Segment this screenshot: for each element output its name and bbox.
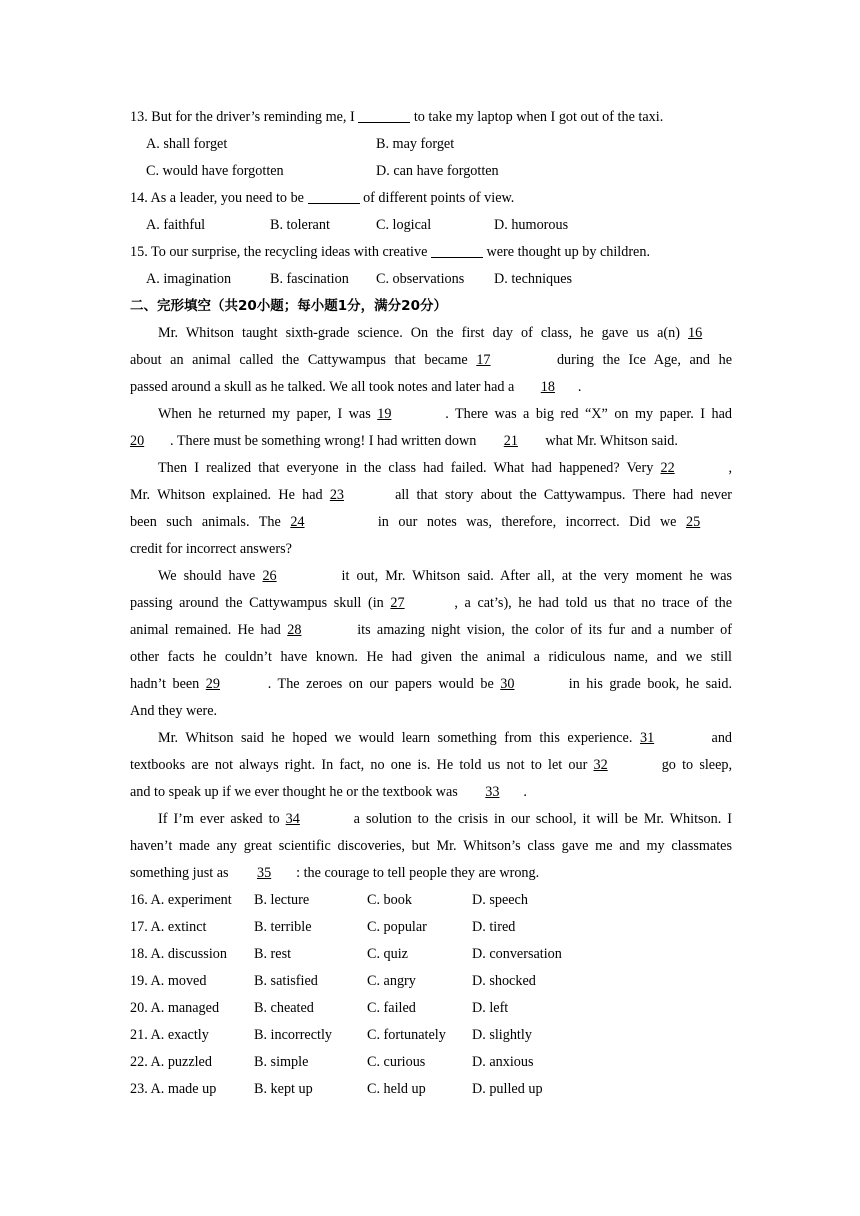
option-a: 21. A. exactly [130,1027,209,1043]
option-d: D. slightly [472,1027,532,1043]
option-a: A. shall forget [146,136,228,152]
passage-line [130,509,732,536]
passage-line [130,725,732,752]
passage-text: other facts he couldn’t have known. He had given the animal a ridiculous name, and we still [130,649,732,665]
passage-line [130,806,732,833]
option-d: D. tired [472,919,516,935]
blank-21: 21 [503,433,518,449]
passage-line [130,320,732,347]
passage-text: . The zeroes on our papers would be [267,676,494,692]
stem-text: 14. As a leader, you need to be [130,190,304,206]
blank-32: 32 [593,757,608,773]
stem-text: to take my laptop when I got out of the taxi. [410,109,664,125]
option-c: C. angry [367,973,416,989]
passage-line [130,482,732,509]
option-b: B. may forget [376,136,455,152]
passage-text: . There must be something wrong! I had written down [170,433,477,449]
option-b: B. rest [254,946,292,962]
passage-text: in our notes was, therefore, incorrect. Did we [377,514,677,530]
question-13-options [130,158,732,185]
option-a: 20. A. managed [130,1000,220,1016]
answer-blank [308,189,360,204]
option-b: B. tolerant [270,217,330,233]
passage-text: go to sleep, [661,757,733,773]
passage-line [130,860,732,887]
passage-text: it out, Mr. Whitson said. After all, at the very moment he was [341,568,733,584]
option-b: B. kept up [254,1081,313,1097]
blank-34: 34 [285,811,300,827]
blank-25: 25 [686,514,701,530]
option-b: B. fascination [270,271,349,287]
option-b: B. cheated [254,1000,314,1016]
options-row [130,995,732,1022]
blank-27: 27 [390,595,405,611]
passage-text: and to speak up if we ever thought he or the textbook was [130,784,458,800]
question-15-stem [130,239,732,266]
option-d: D. shocked [472,973,536,989]
passage-line [130,644,732,671]
passage-line [130,671,732,698]
option-d: D. left [472,1000,509,1016]
question-14-stem [130,185,732,212]
option-d: D. speech [472,892,528,908]
passage-text: credit for incorrect answers? [130,541,292,557]
option-b: B. terrible [254,919,312,935]
stem-text: were thought up by children. [482,244,650,260]
blank-26: 26 [262,568,277,584]
stem-text: 13. But for the driver’s reminding me, I [130,109,355,125]
option-a: A. faithful [146,217,206,233]
option-c: C. held up [367,1081,426,1097]
option-c: C. logical [376,217,432,233]
blank-29: 29 [205,676,220,692]
passage-text: Mr. Whitson explained. He had [130,487,323,503]
passage-line [130,563,732,590]
option-a: 22. A. puzzled [130,1054,212,1070]
passage-text: passed around a skull as he talked. We all took notes and later had a [130,379,515,395]
passage-text: been such animals. The [130,514,281,530]
passage-line [130,536,732,563]
passage-text: Mr. Whitson taught sixth-grade science. On the first day of class, he gave us a(n) [158,325,680,341]
passage-line [130,617,732,644]
passage-line [130,428,732,455]
passage-text: haven’t made any great scientific discoveries, but Mr. Whitson’s class gave me and my classmates [130,838,732,854]
passage-text: And they were. [130,703,218,719]
passage-text: , [728,460,733,476]
passage-text: what Mr. Whitson said. [545,433,678,449]
blank-19: 19 [377,406,392,422]
passage-text: something just as [130,865,229,881]
options-row [130,1076,732,1103]
passage-text: passing around the Cattywampus skull (in [130,595,384,611]
blank-31: 31 [639,730,655,746]
passage-text: . There was a big red “X” on my paper. I had [445,406,732,422]
passage-text: Then I realized that everyone in the class had failed. What had happened? Very [158,460,654,476]
option-a: 23. A. made up [130,1081,217,1097]
option-a: 16. A. experiment [130,892,232,908]
passage-line [130,374,732,401]
passage-text: a solution to the crisis in our school, it will be Mr. Whitson. I [353,811,733,827]
option-c: C. popular [367,919,427,935]
passage-text: . [523,784,527,800]
option-c: C. would have forgotten [146,163,284,179]
passage-text: If I’m ever asked to [158,811,280,827]
option-c: C. failed [367,1000,416,1016]
passage-text: Mr. Whitson said he hoped we would learn something from this experience. [158,730,633,746]
question-13-stem [130,104,732,131]
blank-33: 33 [485,784,500,800]
passage-text: about an animal called the Cattywampus that became [130,352,468,368]
passage-text: When he returned my paper, I was [158,406,371,422]
option-c: C. curious [367,1054,426,1070]
blank-24: 24 [290,514,305,530]
option-c: C. observations [376,271,465,287]
blank-17: 17 [476,352,491,368]
passage-text: hadn’t been [130,676,200,692]
option-a: 18. A. discussion [130,946,227,962]
stem-text: 15. To our surprise, the recycling ideas with creative [130,244,428,260]
passage-text: animal remained. He had [130,622,281,638]
option-a: 17. A. extinct [130,919,207,935]
question-14-options [130,212,732,239]
answer-blank [431,243,483,258]
option-c: C. book [367,892,412,908]
option-d: D. techniques [494,271,573,287]
options-row [130,887,732,914]
passage-text: during the Ice Age, and he [556,352,733,368]
option-d: D. can have forgotten [376,163,499,179]
passage-text: its amazing night vision, the color of its fur and a number of [357,622,733,638]
option-d: D. humorous [494,217,569,233]
blank-23: 23 [329,487,345,503]
options-row [130,1049,732,1076]
passage-line [130,752,732,779]
options-row [130,941,732,968]
option-c: C. fortunately [367,1027,446,1043]
blank-20: 20 [130,433,145,449]
blank-18: 18 [540,379,555,395]
answer-blank [358,108,410,123]
passage-line [130,455,732,482]
passage-text: all that story about the Cattywampus. There had never [395,487,732,503]
section-title: 二、完形填空（共20小题；每小题1分，满分20分） [130,298,447,314]
blank-30: 30 [500,676,515,692]
option-b: B. simple [254,1054,309,1070]
passage-line [130,347,732,374]
option-a: 19. A. moved [130,973,207,989]
blank-22: 22 [660,460,675,476]
option-d: D. conversation [472,946,562,962]
passage-line [130,698,732,725]
passage-text: , a cat’s), he had told us that no trace of the [454,595,732,611]
passage-line [130,833,732,860]
blank-16: 16 [688,325,703,341]
blank-35: 35 [256,865,272,881]
option-b: B. satisfied [254,973,318,989]
options-row [130,1022,732,1049]
question-15-options [130,266,732,293]
passage-line [130,590,732,617]
passage-line [130,401,732,428]
stem-text: of different points of view. [359,190,515,206]
question-13-options [130,131,732,158]
passage-text: and [711,730,733,746]
option-c: C. quiz [367,946,408,962]
passage-text: in his grade book, he said. [568,676,733,692]
option-a: A. imagination [146,271,232,287]
passage-text: textbooks are not always right. In fact, no one is. He told us not to let our [130,757,588,773]
option-b: B. incorrectly [254,1027,333,1043]
option-d: D. anxious [472,1054,534,1070]
options-row [130,914,732,941]
option-b: B. lecture [254,892,310,908]
option-d: D. pulled up [472,1081,543,1097]
options-row [130,968,732,995]
passage-line [130,779,732,806]
passage-text: We should have [158,568,256,584]
exam-page [130,104,732,1103]
passage-text: . [577,379,582,395]
passage-text: : the courage to tell people they are wrong. [296,865,540,881]
blank-28: 28 [287,622,302,638]
